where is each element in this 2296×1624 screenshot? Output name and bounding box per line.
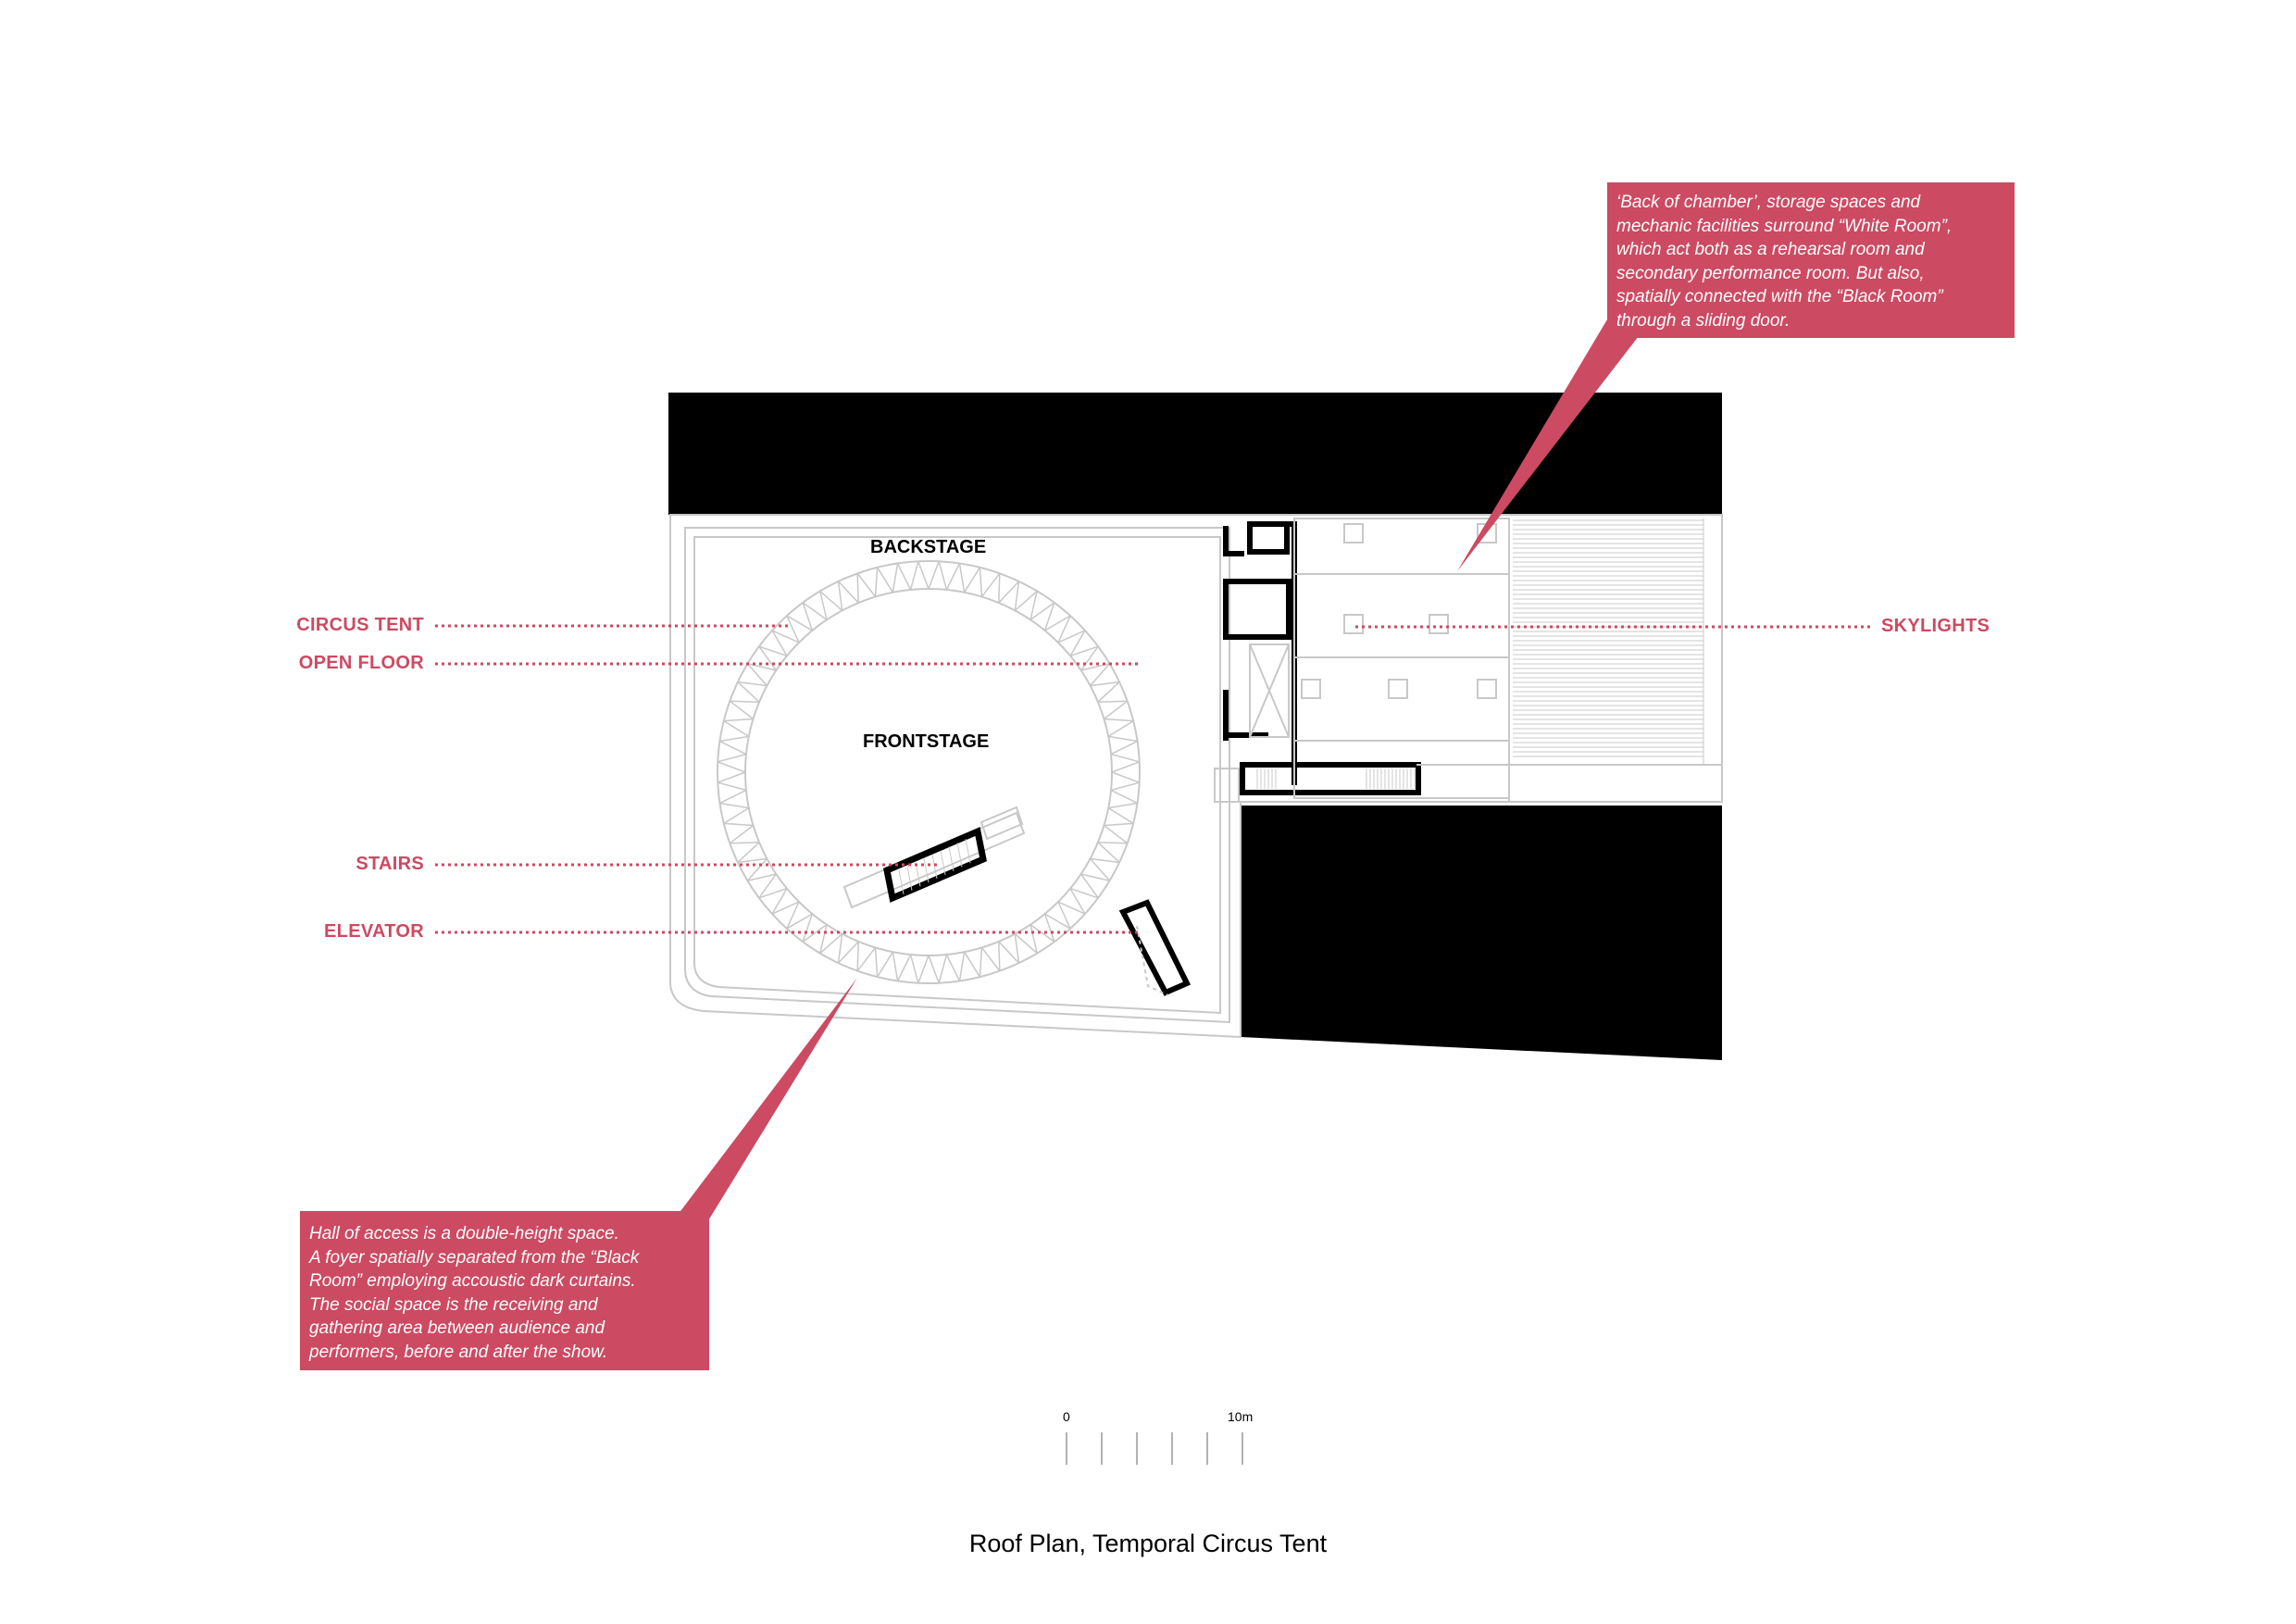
bottom-note-line: A foyer spatially separated from the “Black (309, 1247, 640, 1268)
bottom-note-line: Room” employing accoustic dark curtains. (309, 1271, 636, 1291)
bottom-annotation-note (300, 1211, 709, 1370)
elevator-drawing (1123, 903, 1187, 995)
drawing-caption: Roof Plan, Temporal Circus Tent (968, 1530, 1328, 1557)
top-note-line: spatially connected with the “Black Room” (1616, 287, 1943, 306)
open-floor-label: OPEN FLOOR (298, 653, 424, 673)
top-note-line: ‘Back of chamber’, storage spaces and (1616, 193, 1921, 212)
scale-bar (1067, 1432, 1242, 1465)
stairs-drawing (844, 807, 1024, 907)
top-annotation-note (1607, 182, 2015, 338)
roof-louvres (1513, 518, 1703, 765)
bottom-note-line: The social space is the receiving and (309, 1294, 598, 1315)
skylights-grid (1302, 524, 1496, 698)
frontstage-label: FRONTSTAGE (863, 731, 990, 752)
top-note-line: secondary performance room. But also, (1616, 263, 1925, 283)
scale-start-label: 0 (1063, 1409, 1070, 1424)
bottom-note-line: performers, before and after the show. (309, 1342, 608, 1362)
southeast-building-mass (1241, 806, 1722, 1060)
bottom-note-line: Hall of access is a double-height space. (309, 1224, 619, 1243)
top-note-line: mechanic facilities surround “White Room”, (1616, 216, 1953, 236)
elevator-label: ELEVATOR (324, 921, 424, 942)
stairs-label: STAIRS (356, 854, 424, 874)
circus-tent-label: CIRCUS TENT (296, 615, 424, 635)
circus-tent-ring (718, 561, 1140, 983)
top-note-line: through a sliding door. (1616, 310, 1791, 331)
top-note-line: which act both as a rehearsal room and (1616, 240, 1925, 259)
white-room-grid (1294, 518, 1722, 802)
bottom-note-line: gathering area between audience and (309, 1318, 605, 1338)
backstage-label: BACKSTAGE (870, 537, 987, 557)
scale-end-label: 10m (1228, 1409, 1254, 1424)
skylights-label: SKYLIGHTS (1881, 616, 1990, 636)
